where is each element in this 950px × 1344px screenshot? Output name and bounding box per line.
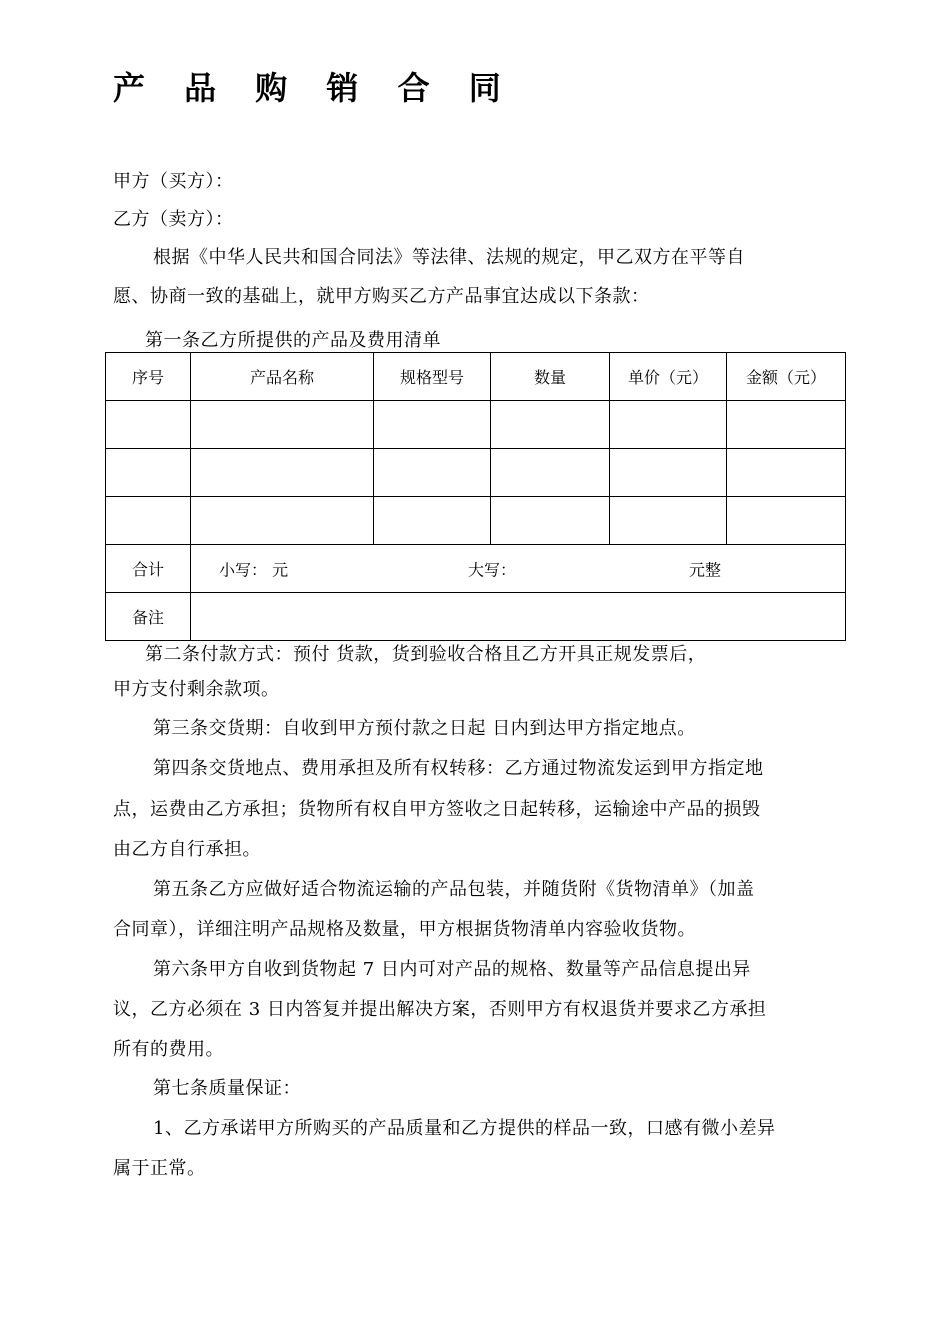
table-cell[interactable] [610,449,727,497]
header-cell-index: 序号 [106,353,191,401]
total-row [106,545,846,593]
table-cell[interactable] [727,497,846,545]
table-cell[interactable] [491,497,610,545]
article-6-line-3: 所有的费用。 [113,1039,224,1060]
article-7-item-1-line-1: 1、乙方承诺甲方所购买的产品质量和乙方提供的样品一致，口感有微小差异 [153,1118,776,1139]
article-2-line-1: 第二条付款方式：预付 货款，货到验收合格且乙方开具正规发票后， [145,644,707,665]
header-cell-product-name: 产品名称 [191,353,374,401]
remark-content-cell[interactable] [191,593,846,641]
total-amount-cell[interactable] [191,545,846,593]
article-4-line-2: 点，运费由乙方承担；货物所有权自甲方签收之日起转移，运输途中产品的损毁 [113,799,761,820]
party-a-line: 甲方（买方）： [113,171,234,192]
table-cell[interactable] [727,401,846,449]
table-cell[interactable] [191,401,374,449]
article-6-line-1: 第六条甲方自收到货物起 7 日内可对产品的规格、数量等产品信息提出异 [153,959,751,980]
header-cell-amount: 金额（元） [727,353,846,401]
remark-row [106,593,846,641]
total-upper-text: 大写： [468,560,517,579]
table-header-row [106,353,846,401]
article-4-line-3: 由乙方自行承担。 [113,839,261,860]
table-row [106,449,846,497]
table-cell[interactable] [191,449,374,497]
total-label-cell: 合计 [106,545,191,593]
article-5-line-1: 第五条乙方应做好适合物流运输的产品包装，并随货附《货物清单》（加盖 [153,879,755,900]
table-cell[interactable] [374,497,491,545]
table-cell[interactable] [106,401,191,449]
total-lower-text: 小写： 元 [219,560,289,579]
product-cost-table [105,352,846,641]
header-cell-unit-price: 单价（元） [610,353,727,401]
article-7-title: 第七条质量保证： [153,1078,301,1099]
article-4-line-1: 第四条交货地点、费用承担及所有权转移：乙方通过物流发运到甲方指定地 [153,758,764,779]
party-b-line: 乙方（卖方）： [113,209,234,230]
article-7-item-1-line-2: 属于正常。 [113,1158,206,1179]
table-cell[interactable] [610,497,727,545]
table-cell[interactable] [491,449,610,497]
article-2-line-2: 甲方支付剩余款项。 [113,679,280,700]
table-cell[interactable] [727,449,846,497]
total-suffix-text: 元整 [689,560,722,579]
table-cell[interactable] [374,449,491,497]
table-cell[interactable] [106,497,191,545]
article-1-title: 第一条乙方所提供的产品及费用清单 [145,330,441,351]
table-cell[interactable] [610,401,727,449]
article-5-line-2: 合同章），详细注明产品规格及数量，甲方根据货物清单内容验收货物。 [113,919,696,940]
preamble-line-1: 根据《中华人民共和国合同法》等法律、法规的规定，甲乙双方在平等自 [153,247,745,268]
table-cell[interactable] [191,497,374,545]
header-cell-quantity: 数量 [491,353,610,401]
table-cell[interactable] [106,449,191,497]
header-cell-spec: 规格型号 [374,353,491,401]
remark-label-cell: 备注 [106,593,191,641]
article-6-line-2: 议，乙方必须在 3 日内答复并提出解决方案，否则甲方有权退货并要求乙方承担 [113,999,767,1020]
document-title: 产 品 购 销 合 同 [113,69,515,107]
table-row [106,497,846,545]
table-row [106,401,846,449]
table-cell[interactable] [374,401,491,449]
table-cell[interactable] [491,401,610,449]
article-3-line-1: 第三条交货期：自收到甲方预付款之日起 日内到达甲方指定地点。 [153,718,696,739]
preamble-line-2: 愿、协商一致的基础上，就甲方购买乙方产品事宜达成以下条款： [113,286,650,307]
